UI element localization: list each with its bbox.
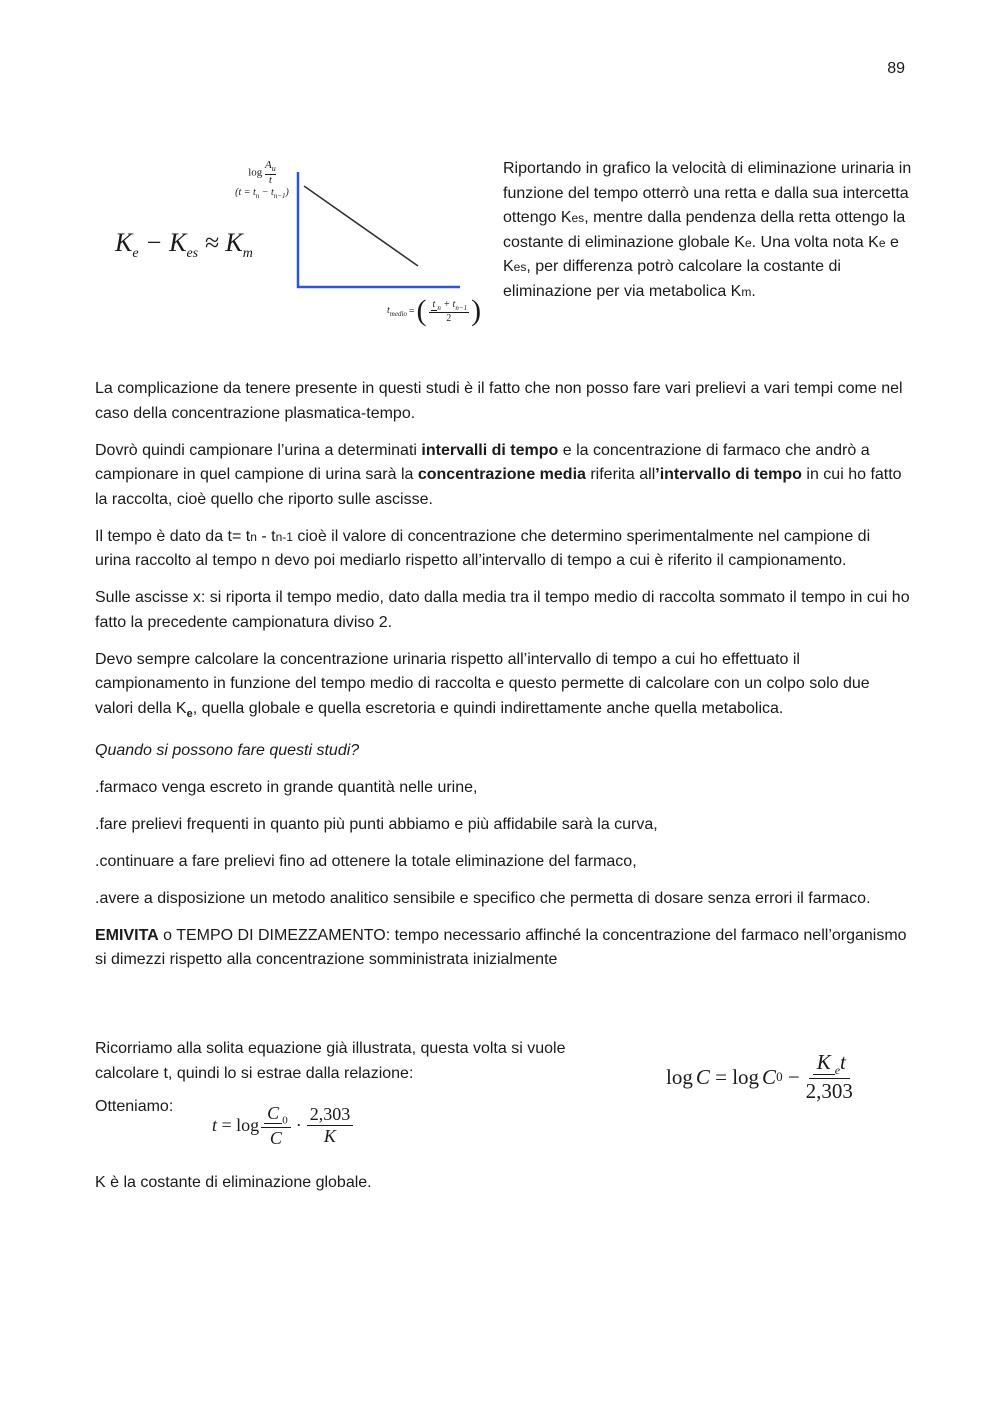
paragraph-abscissa: Sulle ascisse x: si riporta il tempo medio, dato dalla media tra il tempo medio di raccolta sommato il tempo in cui ho fatto la precedente campionatura diviso 2. <box>95 589 910 631</box>
t-fraction-k <box>307 1104 354 1147</box>
t-c0-sub: 0 <box>282 1114 288 1127</box>
x-frac-sub-n1: n−1 <box>455 303 468 312</box>
eq-minus: − K <box>138 228 187 257</box>
eq-k: K <box>115 228 133 257</box>
list-item: .farmaco venga escreto in grande quantità nelle urine, <box>95 778 478 796</box>
p3c: - t <box>256 527 276 545</box>
eq-approx: ≈ K <box>198 228 243 257</box>
x-label-t: t <box>387 304 390 316</box>
side-part2: , mentre dalla pendenza della retta ottengo la costante di eliminazione globale K <box>503 209 906 251</box>
t-c: C <box>269 1127 282 1148</box>
y-label-fraction <box>265 160 276 186</box>
eq-ke-sub: e <box>834 1063 841 1078</box>
x-label-eq: = <box>408 305 415 317</box>
side-sub1: es <box>571 211 585 225</box>
eq-sub-es: es <box>186 246 199 262</box>
paragraph-ricorriamo: Ricorriamo alla solita equazione già illustrata, questa volta si vuole calcolare t, quindi lo si estrae dalla relazione: <box>95 1040 566 1082</box>
regression-line <box>304 186 418 266</box>
emivita-rest: o TEMPO DI DIMEZZAMENTO: tempo necessario affinché la concentrazione del farmaco nell’organismo si dimezzi rispetto alla concentrazione somministrata inizialmente <box>95 926 907 969</box>
t-c0: C <box>264 1103 282 1124</box>
eq-eq-log: = log <box>709 1064 760 1089</box>
side-sub3: e <box>878 235 886 250</box>
t-k: K <box>323 1126 336 1147</box>
paragraph-time <box>95 525 910 574</box>
y-label-log: log <box>248 166 263 179</box>
eq-log1: log <box>666 1064 693 1089</box>
p2c: e la concentrazione di farmaco che andrò a campionare in quel campione di urina sarà la <box>95 441 870 483</box>
x-frac-t: t <box>432 298 436 310</box>
x-axis-label <box>387 296 481 326</box>
t-equation <box>212 1103 355 1149</box>
x-frac-plus: + t <box>440 298 456 310</box>
x-label-sub: medio <box>389 309 407 318</box>
p3a: Il tempo è dato da t= t <box>95 527 251 545</box>
otteniamo-label: Otteniamo: <box>95 1098 174 1115</box>
side-sub2: e <box>744 235 752 250</box>
p5c: , quella globale e quella escretoria e quindi indirettamente anche quella metabolica. <box>192 699 784 717</box>
t-fraction-c <box>261 1103 291 1149</box>
side-part4: e K <box>503 233 899 275</box>
x-frac-den: 2 <box>446 312 452 324</box>
side-sub4: es <box>513 260 527 274</box>
eq-t: t <box>840 1050 846 1074</box>
list-item: .avere a disposizione un metodo analitico sensibile e specifico che permetta di dosare senza errori il farmaco. <box>95 889 871 907</box>
eq-c0: C <box>762 1064 777 1089</box>
y-label-num-sub: u <box>271 164 276 174</box>
side-part1: Riportando in grafico la velocità di eliminazione urinaria in funzione del tempo otterrò una retta e dalla sua intercetta ottengo K <box>503 160 912 226</box>
log-c-equation <box>666 1050 853 1104</box>
figure-description <box>503 157 913 304</box>
question-heading: Quando si possono fare questi studi? <box>95 741 360 759</box>
x-frac-sub-n: n <box>437 303 441 312</box>
body-text <box>95 377 910 985</box>
elimination-rate-figure <box>115 160 485 335</box>
paragraph-complication: La complicazione da tenere presente in questi studi è il fatto che non posso fare vari prelievi a vari tempi come nel caso della concentrazione plasmatica-tempo. <box>95 380 903 422</box>
y-axis-label <box>227 160 297 203</box>
ke-kes-km-equation <box>115 228 253 262</box>
y-label-den: t <box>268 174 272 187</box>
cond-part1: (t = t <box>235 187 256 199</box>
eq-c: C <box>695 1064 710 1089</box>
t-2303: 2,303 <box>307 1104 354 1126</box>
eq-ke: K <box>813 1050 835 1075</box>
p2a: Dovrò quindi campionare l’urina a determinati <box>95 441 422 459</box>
page-number: 89 <box>887 60 905 77</box>
y-label-condition <box>227 186 297 203</box>
x-label-close-paren: ) <box>471 294 482 327</box>
cond-sub-n: n <box>255 192 260 201</box>
cond-part2: − t <box>259 187 274 199</box>
cond-part3: ) <box>285 187 289 199</box>
x-label-open-paren: ( <box>416 294 427 327</box>
side-part3: . Una volta nota K <box>751 233 879 251</box>
eq-fraction <box>806 1050 853 1104</box>
side-part5: , per differenza potrò calcolare la costante di eliminazione per via metabolica K <box>503 258 841 300</box>
p2g: in cui ho fatto la raccolta, cioè quello che riporto sulle ascisse. <box>95 466 902 508</box>
eq-minus: − <box>782 1064 800 1089</box>
paragraph-sampling <box>95 439 910 513</box>
eq-sub-m: m <box>242 246 253 262</box>
p2-bold-intervals: intervalli di tempo <box>421 441 559 459</box>
paragraph-emivita <box>95 924 910 973</box>
p3e: cioè il valore di concentrazione che determino sperimentalmente nel campione di urina raccolto al tempo n devo poi mediarlo rispetto all’intervallo di tempo a cui è riferito il campionamento. <box>95 527 871 569</box>
p5-sub-e: e <box>186 707 193 720</box>
list-item: .continuare a fare prelievi fino ad ottenere la totale eliminazione del farmaco, <box>95 852 637 870</box>
list-item: .fare prelievi frequenti in quanto più punti abbiamo e più affidabile sarà la curva, <box>95 815 658 833</box>
t-eq-log: = log <box>217 1115 260 1136</box>
t-var: t <box>212 1115 218 1136</box>
eq-den: 2,303 <box>805 1079 853 1104</box>
k-definition: K è la costante di eliminazione globale. <box>95 1174 372 1191</box>
p3-sub-n1: n-1 <box>275 529 293 544</box>
x-label-fraction <box>429 299 470 324</box>
y-label-num: A <box>265 159 272 171</box>
eq-c0-sub: 0 <box>776 1069 783 1085</box>
emivita-bold: EMIVITA <box>95 926 159 944</box>
side-part6: . <box>751 282 756 300</box>
t-dot: · <box>295 1115 302 1136</box>
p3-sub-n: n <box>250 529 257 544</box>
p5a: Devo sempre calcolare la concentrazione urinaria rispetto all’intervallo di tempo a cui ho effettuato il campionamento in funzione del tempo medio di raccolta e questo permette di calcolare con un colpo solo due valori della K <box>95 650 870 717</box>
cond-sub-n1: n−1 <box>273 192 286 201</box>
paragraph-urinary <box>95 648 910 727</box>
p2e: riferita all <box>585 466 656 483</box>
p2-bold-interval: ’intervallo di tempo <box>655 466 802 483</box>
eq-sub-e: e <box>132 246 139 262</box>
p2-bold-concentration: concentrazione media <box>417 466 586 483</box>
side-sub5: m <box>741 284 752 299</box>
